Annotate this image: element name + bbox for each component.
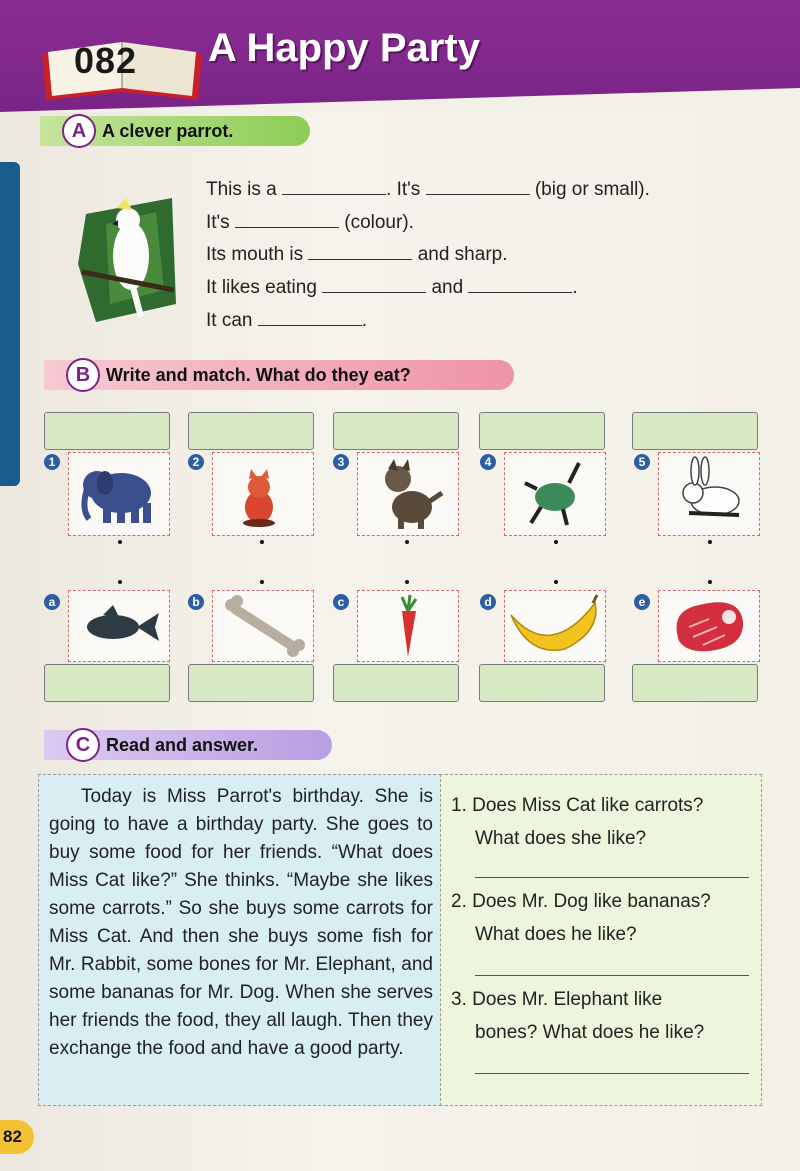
line-a1: This is a . It's (big or small).: [206, 176, 650, 201]
answer-blank[interactable]: [235, 209, 339, 228]
food-letter: d: [480, 594, 496, 610]
animal-number: 5: [634, 454, 650, 470]
section-c-badge: C: [66, 728, 100, 762]
elephant-picture: [68, 452, 170, 536]
banana-icon: [505, 591, 605, 661]
cat-icon: [213, 453, 313, 535]
answer-blank[interactable]: [282, 176, 386, 195]
answer-blank[interactable]: [308, 241, 412, 260]
answer-line-3[interactable]: [475, 1073, 749, 1074]
answer-blank[interactable]: [468, 274, 572, 293]
side-tab: [0, 162, 20, 486]
unit-number: 082: [74, 40, 138, 81]
section-a-title: A clever parrot.: [102, 121, 234, 141]
animal-answer-box[interactable]: [333, 412, 459, 450]
food-letter: c: [333, 594, 349, 610]
dog-icon: [358, 453, 458, 535]
rabbit-picture: [658, 452, 760, 536]
section-b-badge: B: [66, 358, 100, 392]
answer-line-2[interactable]: [475, 975, 749, 976]
fish-icon: [69, 591, 169, 661]
turtle-picture: [504, 452, 606, 536]
food-letter: b: [188, 594, 204, 610]
food-answer-box[interactable]: [479, 664, 605, 702]
carrot-icon: [358, 591, 458, 661]
line-a2: It's (colour).: [206, 209, 414, 234]
food-answer-box[interactable]: [333, 664, 459, 702]
answer-blank[interactable]: [426, 176, 530, 195]
dog-picture: [357, 452, 459, 536]
food-letter: e: [634, 594, 650, 610]
section-a-badge: A: [62, 114, 96, 148]
food-answer-box[interactable]: [632, 664, 758, 702]
story-text: Today is Miss Parrot's birthday. She is going to have a birthday party. She goes to buy some food for her friends. “What does Miss Cat like?” She thinks. “Maybe she likes some carrots.” So she buys some carrots for Miss Cat. And then she buys some fish for Mr. Rabbit, some bones for Mr. Elephant, and some bananas for Mr. Dog. When she serves her friends the food, they all laugh. Then they exchange the food and have a good party.: [49, 786, 433, 1059]
food-answer-box[interactable]: [188, 664, 314, 702]
questions-panel: [440, 774, 762, 1106]
rabbit-icon: [659, 453, 759, 535]
line-a5: It can .: [206, 307, 367, 332]
animal-answer-box[interactable]: [632, 412, 758, 450]
animal-answer-box[interactable]: [44, 412, 170, 450]
banana-picture: [504, 590, 606, 662]
elephant-icon: [69, 453, 169, 535]
food-letter: a: [44, 594, 60, 610]
animal-answer-box[interactable]: [479, 412, 605, 450]
answer-line-1[interactable]: [475, 877, 749, 878]
section-b-title: Write and match. What do they eat?: [106, 365, 411, 385]
line-a4: It likes eating and .: [206, 274, 578, 299]
food-answer-box[interactable]: [44, 664, 170, 702]
parrot-icon: [76, 194, 180, 326]
section-a-header: [40, 116, 310, 146]
answer-blank[interactable]: [322, 274, 426, 293]
animal-number: 4: [480, 454, 496, 470]
carrot-picture: [357, 590, 459, 662]
animal-answer-box[interactable]: [188, 412, 314, 450]
animal-number: 3: [333, 454, 349, 470]
question-2: 2. Does Mr. Dog like bananas? What does he like?: [451, 891, 711, 945]
question-3: 3. Does Mr. Elephant like bones? What does he like?: [451, 989, 705, 1043]
bone-icon: [213, 591, 313, 661]
section-c-title: Read and answer.: [106, 735, 259, 755]
fish-picture: [68, 590, 170, 662]
line-a3: Its mouth is and sharp.: [206, 241, 508, 266]
question-1: 1. Does Miss Cat like carrots? What does she like?: [451, 795, 704, 849]
page-number: 82: [0, 1120, 34, 1154]
cat-picture: [212, 452, 314, 536]
animal-number: 2: [188, 454, 204, 470]
answer-blank[interactable]: [258, 307, 362, 326]
page-title: A Happy Party: [208, 26, 480, 70]
story-panel: [38, 774, 441, 1106]
section-c-header: [44, 730, 332, 760]
meat-picture: [658, 590, 760, 662]
turtle-icon: [505, 453, 605, 535]
bone-picture: [212, 590, 314, 662]
animal-number: 1: [44, 454, 60, 470]
section-b-header: [44, 360, 514, 390]
meat-icon: [659, 591, 759, 661]
